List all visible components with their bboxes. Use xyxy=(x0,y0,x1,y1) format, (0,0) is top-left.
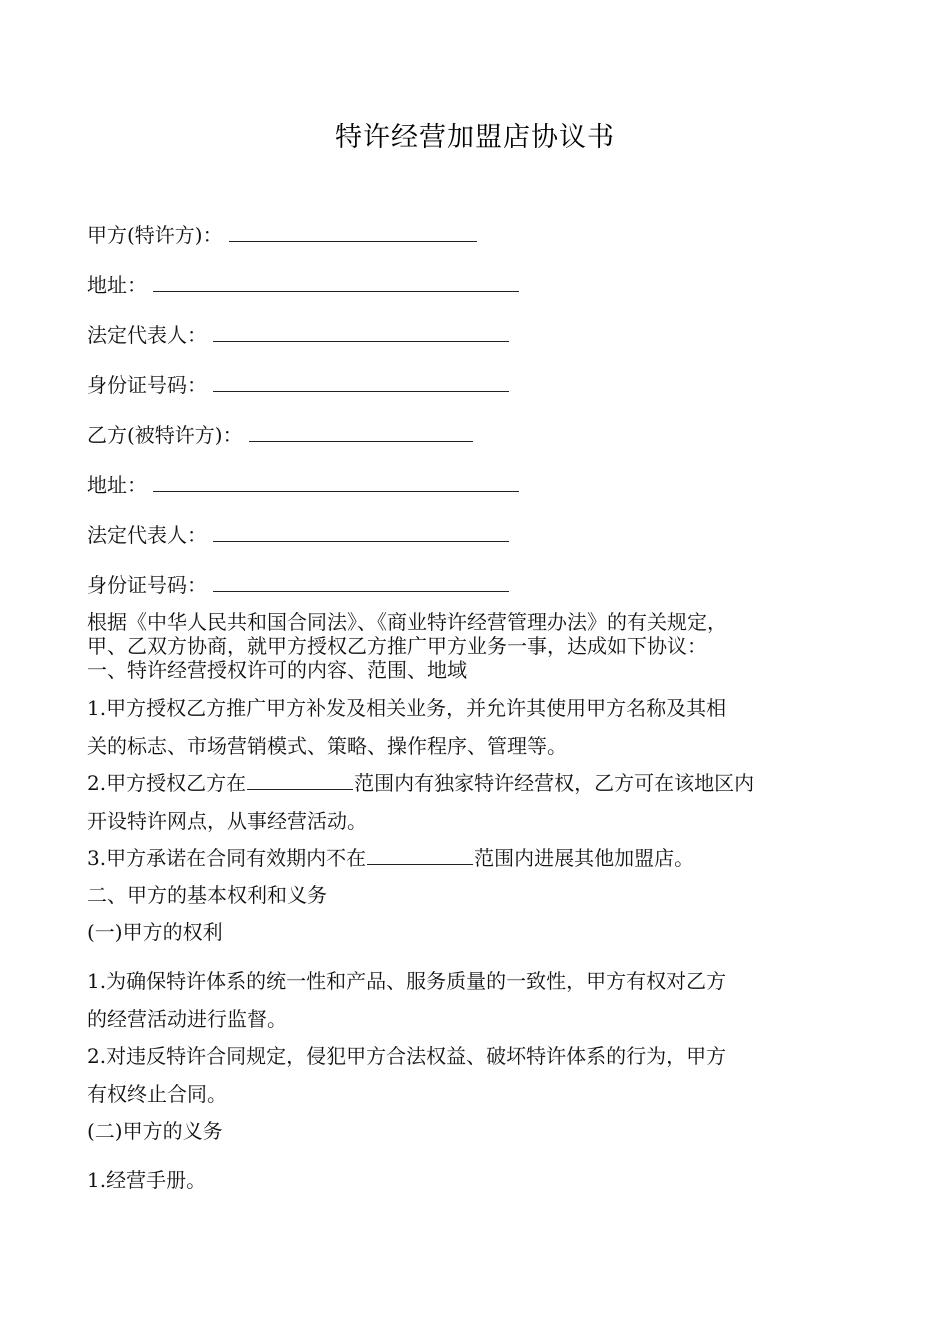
party-a-address-blank[interactable] xyxy=(153,271,519,292)
section-2-heading: 二、甲方的基本权利和义务 xyxy=(87,883,327,907)
party-b-id-row xyxy=(87,570,509,600)
party-a-name-blank[interactable] xyxy=(229,221,477,242)
party-a-id-row xyxy=(87,370,509,400)
party-b-name-label: 乙方(被特许方)： xyxy=(87,423,243,447)
party-b-address-label: 地址： xyxy=(87,473,147,497)
section-1-item-3-suffix: 范围内进展其他加盟店。 xyxy=(474,846,695,870)
section-1-item-2-suffix: 范围内有独家特许经营权，乙方可在该地区内 xyxy=(354,771,755,795)
party-a-id-label: 身份证号码： xyxy=(87,373,207,397)
party-b-id-label: 身份证号码： xyxy=(87,573,207,597)
party-b-name-row xyxy=(87,420,473,450)
section-2-rights-item-2-line-2: 有权终止合同。 xyxy=(87,1082,227,1106)
party-a-legal-rep-blank[interactable] xyxy=(213,321,509,342)
party-a-address-row xyxy=(87,270,519,300)
section-1-item-3 xyxy=(87,843,694,873)
no-other-store-region-blank[interactable] xyxy=(367,846,473,865)
section-1-item-1-line-2: 关的标志、市场营销模式、策略、操作程序、管理等。 xyxy=(87,734,567,758)
party-b-id-blank[interactable] xyxy=(213,571,509,592)
section-1-item-2-line-1 xyxy=(87,768,754,798)
section-1-item-1-line-1: 1.甲方授权乙方推广甲方补发及相关业务，并允许其使用甲方名称及其相 xyxy=(87,696,727,720)
section-2-rights-item-2-line-1: 2.对违反特许合同规定，侵犯甲方合法权益、破坏特许体系的行为，甲方 xyxy=(87,1044,727,1068)
party-b-address-row xyxy=(87,470,519,500)
exclusive-region-blank[interactable] xyxy=(247,771,353,790)
section-2-duties-heading: (二)甲方的义务 xyxy=(87,1119,223,1143)
section-2-duties-item-1: 1.经营手册。 xyxy=(87,1168,207,1192)
document-title: 特许经营加盟店协议书 xyxy=(335,122,615,153)
section-1-item-2-line-2: 开设特许网点，从事经营活动。 xyxy=(87,809,367,833)
party-a-id-blank[interactable] xyxy=(213,371,509,392)
party-b-address-blank[interactable] xyxy=(153,471,519,492)
party-a-name-label: 甲方(特许方)： xyxy=(87,223,223,247)
party-b-legal-rep-label: 法定代表人： xyxy=(87,523,207,547)
section-1-item-3-prefix: 3.甲方承诺在合同有效期内不在 xyxy=(87,846,367,870)
party-b-legal-rep-blank[interactable] xyxy=(213,521,509,542)
party-a-legal-rep-label: 法定代表人： xyxy=(87,323,207,347)
section-1-heading: 一、特许经营授权许可的内容、范围、地域 xyxy=(87,658,467,682)
party-a-legal-rep-row xyxy=(87,320,509,350)
section-2-rights-item-1-line-1: 1.为确保特许体系的统一性和产品、服务质量的一致性，甲方有权对乙方 xyxy=(87,969,727,993)
section-2-rights-item-1-line-2: 的经营活动进行监督。 xyxy=(87,1007,287,1031)
preamble-line-2: 甲、乙双方协商，就甲方授权乙方推广甲方业务一事，达成如下协议： xyxy=(87,634,707,658)
preamble-line-1: 根据《中华人民共和国合同法》、《商业特许经营管理办法》的有关规定， xyxy=(87,610,727,634)
party-a-name-row xyxy=(87,220,477,250)
party-b-name-blank[interactable] xyxy=(249,421,473,442)
party-b-legal-rep-row xyxy=(87,520,509,550)
party-a-address-label: 地址： xyxy=(87,273,147,297)
section-1-item-2-prefix: 2.甲方授权乙方在 xyxy=(87,771,247,795)
section-2-rights-heading: (一)甲方的权利 xyxy=(87,920,223,944)
